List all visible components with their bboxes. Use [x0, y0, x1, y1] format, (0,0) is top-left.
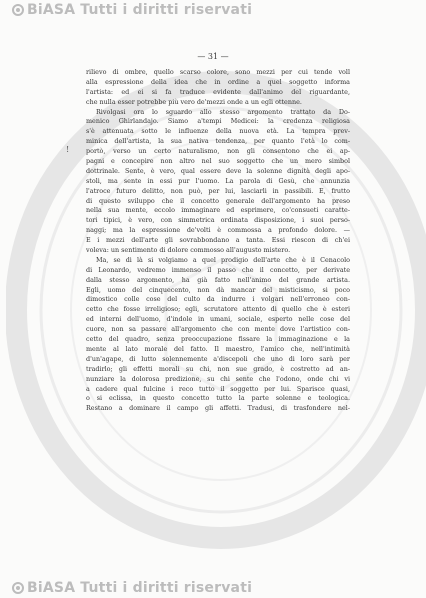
- text-line: ed interni dell'uomo, d'indole in umani, sociale, esperto nelle cose del: [86, 315, 350, 324]
- text-line: tori tipici, è vero, con simmetrica ordinata disposizione, i suoi perso-: [86, 216, 350, 225]
- text-line: minica dell'artista, la sua nativa tendenza, per quanto l'età lo com-: [86, 137, 350, 146]
- text-line: o si eclissa, in questo concetto tutto la parte solenne e teologica.: [86, 394, 350, 403]
- text-line: Egli, uomo del cinquecento, non dà mancar del misticismo, si poco: [86, 285, 350, 294]
- text-line: di Leonardo, vedremo immenso il passo che il concetto, per derivate: [86, 265, 350, 274]
- margin-mark: !: [66, 145, 70, 154]
- text-line: dimostico colle cose del culto da indurre i volgari nell'erroneo con-: [86, 295, 350, 304]
- text-line: cetto che fosse irreligioso; egli, scrutatore attento di quello che è esteri: [86, 305, 350, 314]
- text-line: nunziare la dolorosa predizione, su chi sente che l'odono, onde chi vi: [86, 374, 350, 383]
- text-line: a cadere qual fulcine i reco tutto il soggetto per lui. Sparisce quasi,: [86, 384, 350, 393]
- watermark-logo-icon: [12, 4, 24, 16]
- text-line: Restano a dominare il campo gli affetti. Tradusi, di trasfondere nel-: [86, 404, 350, 413]
- text-line: stoli, ma sente in essi pur l'uomo. La parola di Gesù, che annunzia: [86, 176, 350, 185]
- text-line: pagni e concepire non altro nel suo soggetto che un mero simbol: [86, 157, 350, 166]
- text-line: che nulla esser potrebbe più vero de'mezzi onde a un egli ottenne.: [86, 97, 302, 106]
- watermark-bottom-text: BiASA Tutti i diritti riservati: [27, 580, 253, 596]
- text-line: naggi; ma la espressione de'volti è commossa a profondo dolore. —: [86, 226, 350, 235]
- text-line: s'è attenuata sotto le influenze della nuova età. La tempra prev-: [86, 127, 350, 136]
- text-line: nella sua mente, eccolo immaginare ed esprimere, co'consueti caratte-: [86, 206, 350, 215]
- watermark-logo-icon: [12, 582, 24, 594]
- text-line: menico Ghirlandajo. Siamo a'tempi Medicei: la credenza religiosa: [86, 117, 350, 126]
- watermark-top: [12, 2, 252, 18]
- text-line: voleva: un sentimento di dolore commosso all'augusto mistero.: [86, 246, 291, 255]
- text-line: di questo sviluppo che il concetto generale dell'argomento ha preso: [86, 196, 350, 205]
- page-number: — 31 —: [197, 52, 229, 61]
- text-line: E i mezzi dell'arte gli sovrabbondano a tanta. Essi riescon di ch'ei: [86, 236, 350, 245]
- text-line: portò, verso un certo naturalismo, non gli consentono che ei ap-: [86, 147, 350, 156]
- text-line: cetto del quadro, senza preoccupazione fissare la immaginazione e la: [86, 335, 350, 344]
- text-line: l'artista: ed ei si fa traduce evidente dall'animo del riguardante,: [86, 87, 350, 96]
- text-line: d'un'agape, di lutto solennemente a'discepoli che uno di loro sarà per: [86, 354, 350, 363]
- watermark-top-text: BiASA Tutti i diritti riservati: [27, 2, 253, 18]
- text-line: l'atroce futuro delitto, non può, per lui, lasciarli in passibili. E, frutto: [86, 186, 350, 195]
- text-line: rilievo di ombre, quello scarso colore, sono mezzi per cui tende voll: [86, 68, 350, 76]
- watermark-bottom: [12, 580, 252, 596]
- text-line: dalla stesso argomento, ha già fatto nell'animo del grande artista.: [86, 275, 350, 284]
- text-line: tradirlo; gli effetti morali su chi, non sue grado, è costretto ad an-: [86, 364, 350, 373]
- text-line: mente al lato morale del fatto. Il maestro, l'amico che, nell'intimità: [86, 344, 350, 353]
- text-line: Ma, se di là si volgiamo a quel prodigio dell'arte che è il Cenacolo: [96, 255, 350, 264]
- text-line: dottrinale. Sente, è vero, qual essere deve la solenne dignità degli apo-: [86, 166, 350, 175]
- text-line: cuore, non sa passare all'argomento che con mente dove l'artistico con-: [86, 325, 350, 334]
- text-line: alla espressione della idea che in ordine a quel soggetto informa: [86, 77, 350, 86]
- text-line: Rivolgasi ora lo sguardo allo stesso argomento trattato da Do-: [96, 107, 350, 116]
- body-text: [86, 68, 350, 414]
